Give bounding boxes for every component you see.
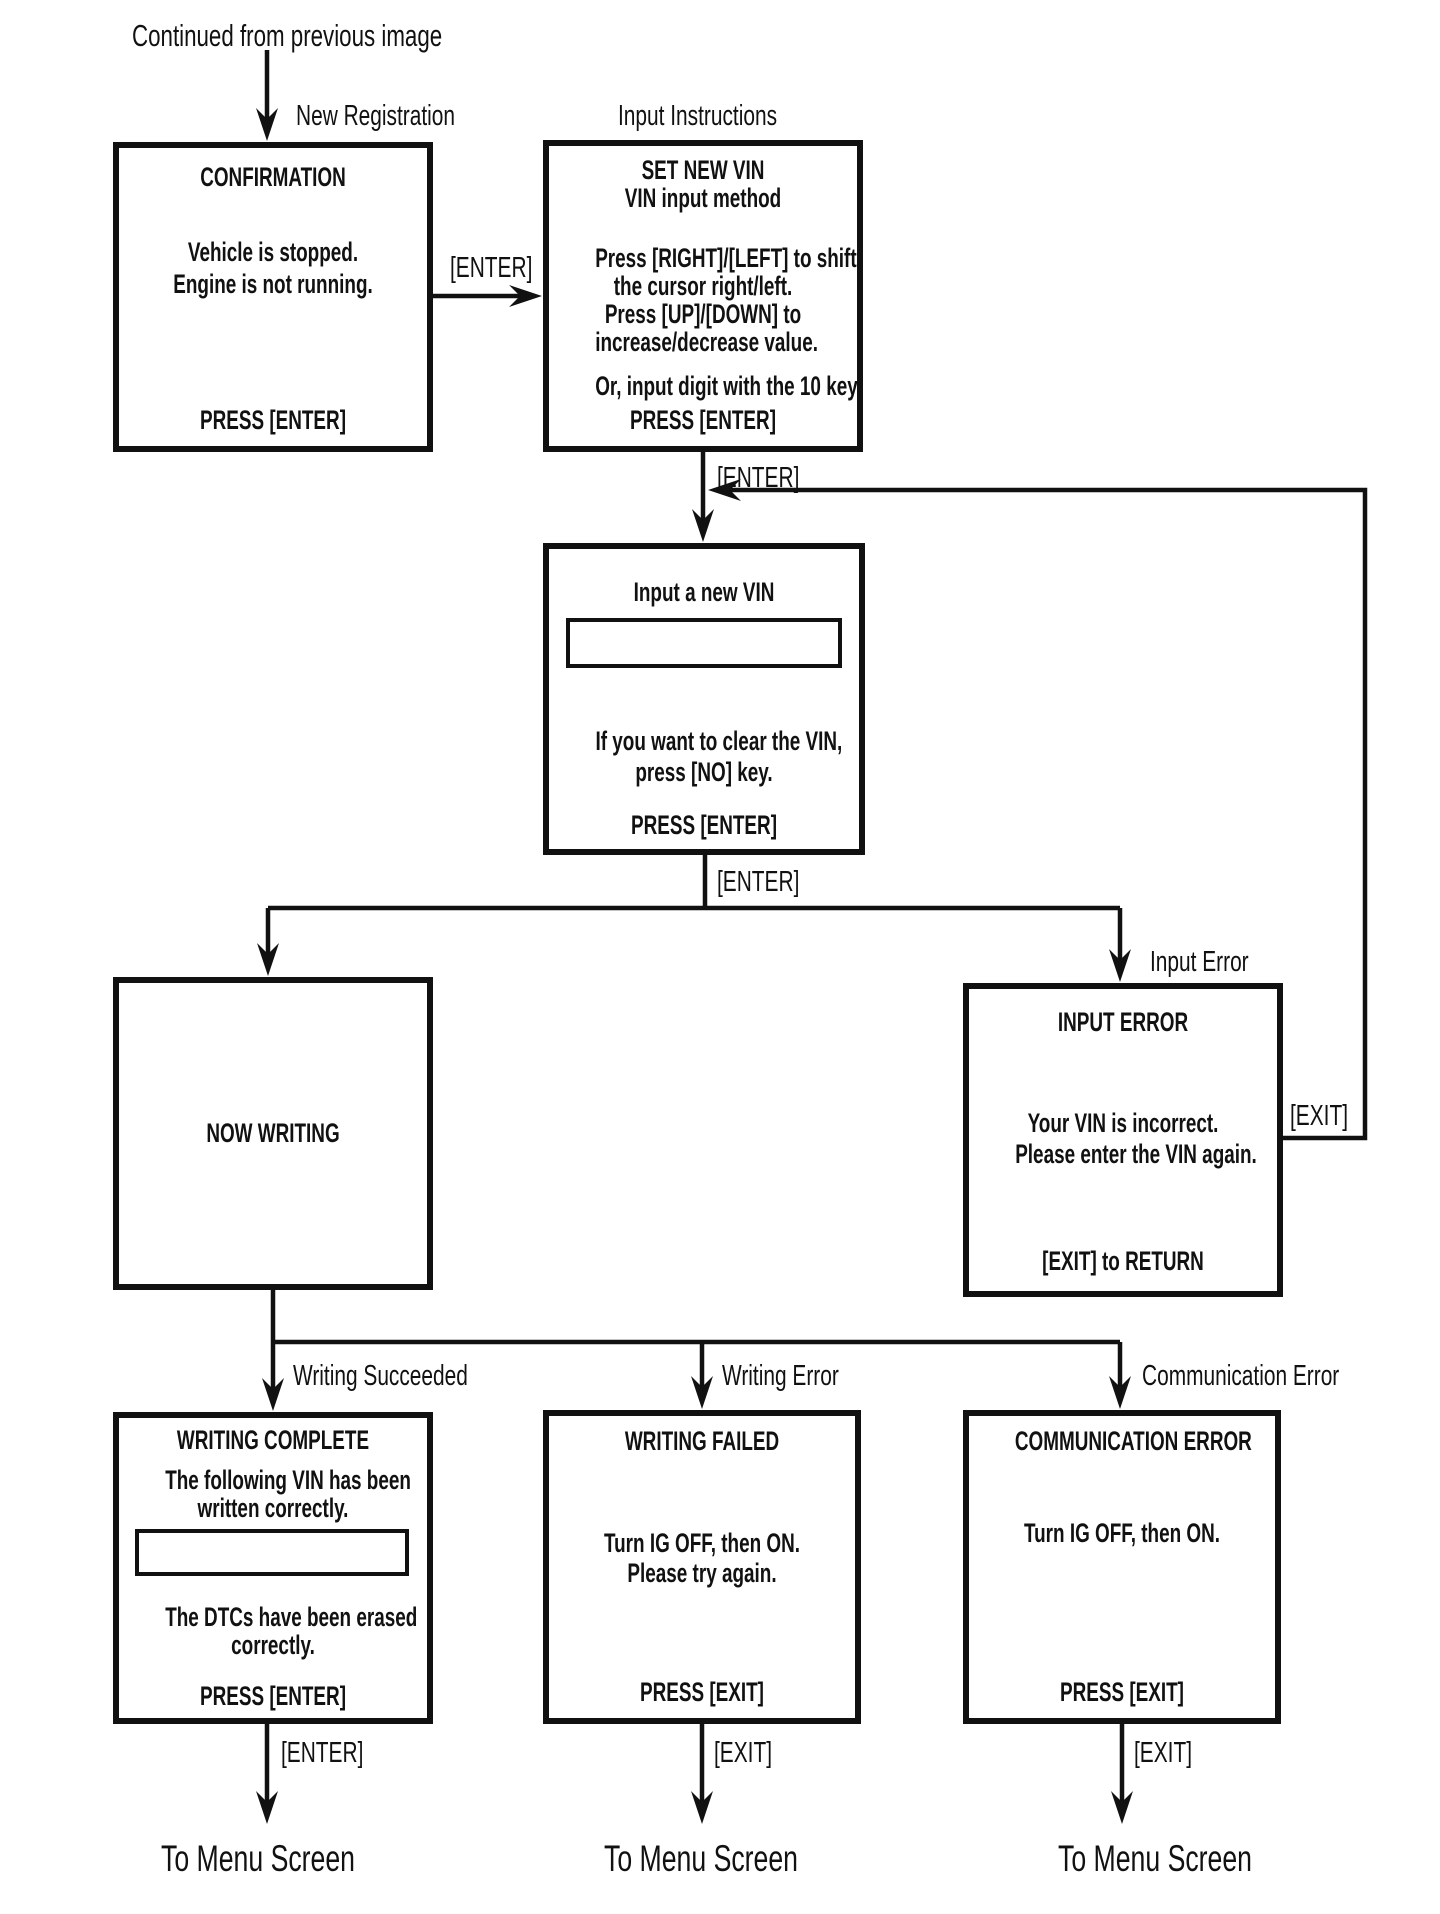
edge-label-enter-4: [ENTER]	[281, 1737, 364, 1769]
node-set-new-vin	[543, 140, 863, 452]
branch-label-writing-succeeded: Writing Succeeded	[293, 1360, 468, 1392]
node-title: WRITING FAILED	[624, 1426, 780, 1456]
body-line: Engine is not running.	[173, 269, 373, 299]
vin-result-field	[135, 1529, 409, 1576]
body-line: increase/decrease value.	[595, 327, 818, 357]
node-now-writing	[113, 977, 433, 1290]
node-title: WRITING COMPLETE	[176, 1425, 370, 1455]
press-key-footer: PRESS [ENTER]	[200, 405, 346, 435]
body-line: If you want to clear the VIN,	[595, 726, 843, 756]
body-line: press [NO] key.	[635, 757, 773, 787]
node-input-error	[963, 983, 1283, 1297]
body-line: written correctly.	[197, 1493, 349, 1523]
press-key-footer: PRESS [EXIT]	[1060, 1677, 1184, 1707]
edge-label-enter-2: [ENTER]	[717, 462, 800, 494]
press-key-footer: [EXIT] to RETURN	[1042, 1246, 1204, 1276]
body-line: the cursor right/left.	[613, 271, 793, 301]
branch-label-input-instructions: Input Instructions	[618, 100, 778, 132]
body-line: Turn IG OFF, then ON.	[1024, 1518, 1220, 1548]
branch-label-input-error: Input Error	[1150, 946, 1249, 978]
node-input-new-vin	[543, 543, 865, 855]
edge-label-exit-loop: [EXIT]	[1290, 1100, 1349, 1132]
body-line: Vehicle is stopped.	[187, 237, 359, 267]
vin-input-field	[566, 618, 842, 668]
body-line: Press [UP]/[DOWN] to	[604, 299, 802, 329]
node-subtitle: VIN input method	[624, 183, 782, 213]
branch-label-communication-error: Communication Error	[1142, 1360, 1340, 1392]
node-confirmation	[113, 142, 433, 452]
terminal-to-menu-2: To Menu Screen	[604, 1838, 798, 1879]
node-title: NOW WRITING	[206, 1118, 340, 1148]
body-line: correctly.	[231, 1630, 315, 1660]
body-line: Please try again.	[627, 1558, 777, 1588]
edge-label-enter-3: [ENTER]	[717, 866, 800, 898]
body-line: Your VIN is incorrect.	[1027, 1108, 1219, 1138]
body-line: Or, input digit with the 10 key.	[595, 371, 862, 401]
body-line: Turn IG OFF, then ON.	[604, 1528, 800, 1558]
edge-label-exit-5: [EXIT]	[1134, 1737, 1193, 1769]
connector-enter-3	[268, 855, 1120, 962]
node-title: INPUT ERROR	[1057, 1007, 1189, 1037]
node-title: CONFIRMATION	[200, 162, 346, 192]
edge-label-enter-1: [ENTER]	[450, 252, 533, 284]
edge-label-exit-4: [EXIT]	[714, 1737, 773, 1769]
body-line: The DTCs have been erased	[165, 1602, 418, 1632]
node-writing-complete	[113, 1412, 433, 1724]
terminal-to-menu-3: To Menu Screen	[1058, 1838, 1252, 1879]
press-key-footer: PRESS [ENTER]	[631, 810, 777, 840]
connector-to-menu	[267, 1724, 1122, 1804]
continued-from-label: Continued from previous image	[132, 18, 443, 53]
body-line: The following VIN has been	[165, 1465, 411, 1495]
node-title: Input a new VIN	[633, 577, 775, 607]
terminal-to-menu-1: To Menu Screen	[161, 1838, 355, 1879]
node-communication-error	[963, 1410, 1281, 1724]
press-key-footer: PRESS [ENTER]	[630, 405, 776, 435]
node-writing-failed	[543, 1410, 861, 1724]
body-line: Please enter the VIN again.	[1015, 1139, 1257, 1169]
branch-label-writing-error: Writing Error	[722, 1360, 839, 1392]
node-title: SET NEW VIN	[641, 155, 765, 185]
press-key-footer: PRESS [EXIT]	[640, 1677, 764, 1707]
body-line: Press [RIGHT]/[LEFT] to shift	[595, 243, 857, 273]
branch-label-new-registration: New Registration	[296, 100, 455, 132]
press-key-footer: PRESS [ENTER]	[200, 1681, 346, 1711]
node-title: COMMUNICATION ERROR	[1014, 1426, 1252, 1456]
